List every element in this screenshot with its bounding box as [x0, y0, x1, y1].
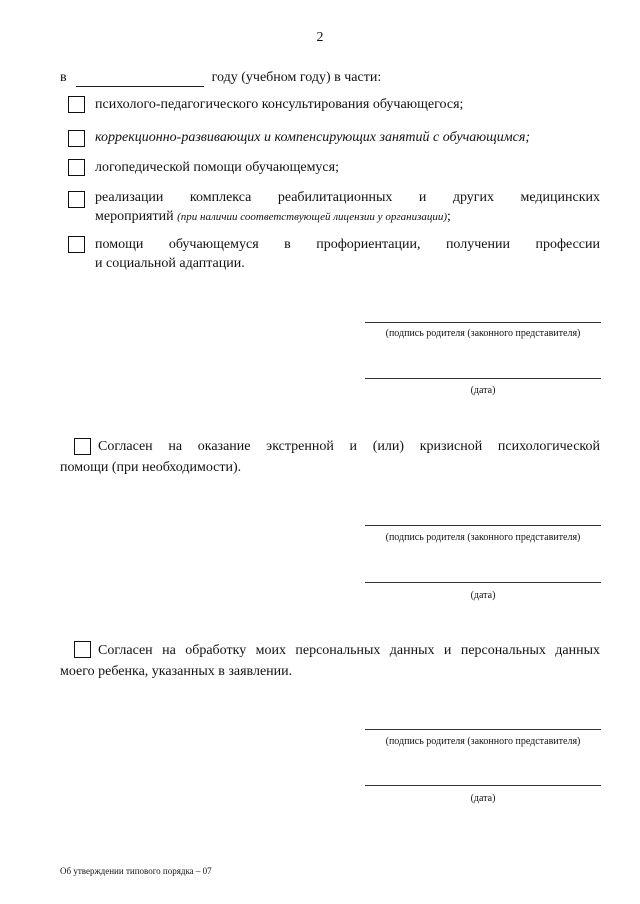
year-blank-field[interactable] [76, 68, 204, 87]
item-career-guidance-line1: помощи обучающемуся в профориентации, получении профессии [95, 237, 600, 252]
item-rehabilitation-main: мероприятий [95, 209, 174, 224]
license-note: (при наличии соответствующей лицензии у организации) [177, 211, 448, 223]
consent-personal [60, 640, 600, 682]
item-speech-therapy: логопедической помощи обучающемуся; [95, 160, 339, 175]
consent-crisis-line2: помощи (при необходимости). [60, 460, 242, 475]
signature-caption-2: (подпись родителя (законного представителя) [385, 532, 581, 543]
item-career-guidance-line2: и социальной адаптации. [95, 256, 245, 271]
footer-text: Об утверждении типового порядка – 07 [60, 866, 212, 876]
signature-line-3[interactable] [365, 729, 601, 730]
signature-caption-1: (подпись родителя (законного представителя) [385, 328, 581, 339]
checkbox-career-guidance[interactable] [68, 236, 85, 253]
page-number: 2 [316, 30, 324, 45]
consent-personal-line2: моего ребенка, указанных в заявлении. [60, 664, 293, 679]
item-rehabilitation-line2 [95, 207, 600, 227]
intro-line [60, 68, 381, 87]
item-counseling: психолого-педагогического консультирования обучающегося; [95, 97, 464, 112]
date-caption-2: (дата) [470, 590, 496, 601]
date-caption-3: (дата) [470, 793, 496, 804]
item-correctional: коррекционно-развивающих и компенсирующих занятий с обучающимся; [95, 130, 531, 145]
date-line-1[interactable] [365, 378, 601, 379]
checkbox-speech-therapy[interactable] [68, 159, 85, 176]
date-line-3[interactable] [365, 785, 601, 786]
item-rehabilitation-end: ; [447, 209, 451, 224]
signature-line-1[interactable] [365, 322, 601, 323]
intro-suffix: году (учебном году) в части: [211, 70, 382, 85]
item-rehabilitation-line1: реализации комплекса реабилитационных и других медицинских [95, 190, 600, 205]
consent-crisis-line1: Согласен на оказание экстренной и (или) кризисной психологической [98, 439, 600, 454]
signature-line-2[interactable] [365, 525, 601, 526]
intro-prefix: в [60, 70, 67, 85]
checkbox-rehabilitation[interactable] [68, 191, 85, 208]
checkbox-counseling[interactable] [68, 96, 85, 113]
date-line-2[interactable] [365, 582, 601, 583]
checkbox-correctional[interactable] [68, 130, 85, 147]
consent-crisis [60, 436, 600, 478]
signature-caption-3: (подпись родителя (законного представителя) [385, 736, 581, 747]
consent-personal-line1: Согласен на обработку моих персональных данных и персональных данных [98, 643, 600, 658]
date-caption-1: (дата) [470, 385, 496, 396]
